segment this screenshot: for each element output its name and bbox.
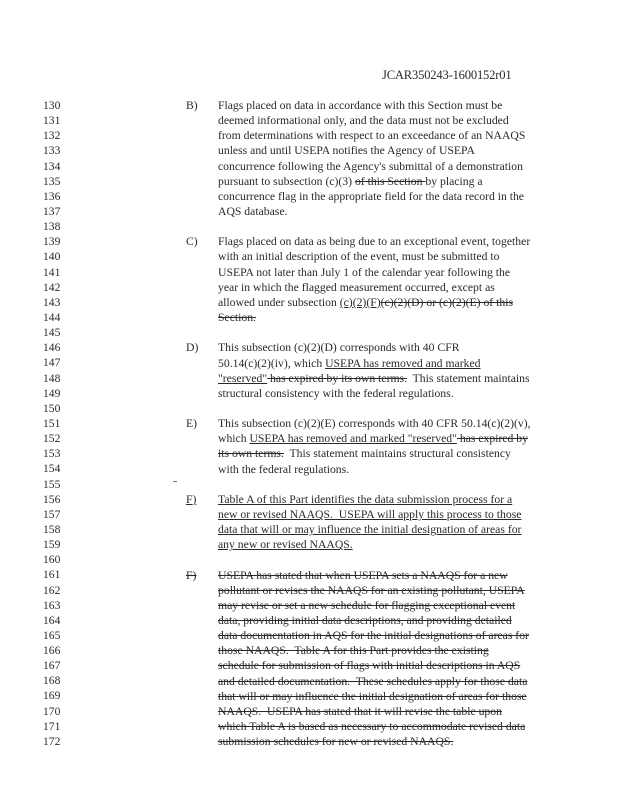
- line-number: 135: [43, 174, 61, 188]
- deleted-text: data documentation in AQS for the initial designations of areas for: [218, 629, 529, 643]
- section-label: B): [186, 99, 198, 112]
- text-run: USEPA not later than July 1 of the calendar year following the: [218, 265, 511, 279]
- text-run: Flags placed on data as being due to an exceptional event, together: [218, 235, 531, 249]
- deleted-text: has expired by its own terms.: [267, 371, 408, 385]
- text-run: unless and until USEPA notifies the Agency of USEPA: [218, 144, 475, 158]
- section-text: [218, 492, 542, 553]
- deleted-text: its own terms.: [218, 447, 284, 461]
- text-line: [218, 628, 542, 643]
- text-line: [218, 310, 542, 325]
- line-number: 162: [43, 583, 61, 597]
- inserted-text: USEPA has removed and marked "reserved": [249, 432, 457, 446]
- text-run: This statement maintains structural consistency: [283, 447, 511, 461]
- text-line: [218, 295, 542, 310]
- line-number: 166: [43, 644, 61, 658]
- text-line: [218, 265, 542, 280]
- section-text: [218, 234, 542, 325]
- text-line: [218, 734, 542, 749]
- deleted-text: which Table A is based as necessary to accommodate revised data: [218, 720, 526, 734]
- inserted-text: "reserved": [218, 371, 268, 385]
- deleted-text: that will or may influence the initial designation of areas for those: [218, 689, 527, 703]
- line-number: 143: [43, 295, 61, 309]
- text-line: [218, 446, 542, 461]
- text-run: year in which the flagged measurement occurred, except as: [218, 280, 495, 294]
- deleted-text: those NAAQS. Table A for this Part provides the existing: [218, 644, 489, 658]
- line-number: 161: [43, 568, 61, 582]
- deleted-text: (c)(2)(D) or (c)(2)(E) of this: [380, 295, 514, 309]
- section-text: [218, 98, 542, 219]
- text-run: deemed informational only, and the data must not be excluded: [218, 114, 509, 128]
- line-number: 142: [43, 280, 61, 294]
- inserted-text: new or revised NAAQS. USEPA will apply this process to those: [218, 508, 522, 522]
- deleted-text: USEPA has stated that when USEPA sets a NAAQS for a new: [218, 568, 508, 582]
- line-number: 149: [43, 386, 61, 400]
- text-line: [218, 643, 542, 658]
- text-line: [218, 583, 542, 598]
- text-line: [218, 189, 542, 204]
- text-line: [218, 386, 542, 401]
- line-number: 164: [43, 613, 61, 627]
- text-line: [218, 719, 542, 734]
- section-label: F): [186, 568, 197, 582]
- section-text: [218, 416, 542, 477]
- text-line: [218, 98, 542, 113]
- line-number: 130: [43, 99, 61, 112]
- line-number: 169: [43, 689, 61, 703]
- text-run: from determinations with respect to an exceedance of an NAAQS: [218, 129, 526, 143]
- section-text: [218, 340, 542, 401]
- line-number: 141: [43, 265, 61, 279]
- text-run: allowed under subsection: [218, 295, 340, 309]
- text-run: which: [218, 432, 250, 446]
- deleted-text: pollutant or revises the NAAQS for an existing pollutant, USEPA: [218, 583, 525, 597]
- deleted-text: schedule for submission of flags with initial descriptions in AQS: [218, 659, 521, 673]
- text-run: pursuant to subsection (c)(3): [218, 174, 355, 188]
- section-label: E): [186, 417, 198, 431]
- text-run: with an initial description of the event, must be submitted to: [218, 250, 500, 264]
- text-line: [218, 704, 542, 719]
- text-line: [218, 143, 542, 158]
- line-number: 167: [43, 659, 61, 673]
- line-number: 144: [43, 310, 61, 324]
- inserted-text: any new or revised NAAQS.: [218, 538, 353, 552]
- line-number: 133: [43, 144, 61, 158]
- text-run: concurrence flag in the appropriate field for the data record in the: [218, 189, 524, 203]
- line-number: 137: [43, 204, 61, 218]
- text-line: [218, 658, 542, 673]
- text-line: [218, 128, 542, 143]
- line-number: 153: [43, 447, 61, 461]
- text-line: [218, 568, 542, 583]
- text-run: structural consistency with the federal regulations.: [218, 386, 454, 400]
- text-line: [218, 204, 542, 219]
- inserted-text: Table A of this Part identifies the data submission process for a: [218, 492, 513, 506]
- deleted-text: of this Section: [354, 174, 426, 188]
- line-number: 170: [43, 704, 61, 718]
- line-number: 165: [43, 628, 61, 642]
- inserted-text: data that will or may influence the initial designation of areas for: [218, 523, 522, 537]
- text-run: This subsection (c)(2)(E) corresponds with 40 CFR 50.14(c)(2)(v),: [218, 417, 531, 431]
- line-number: 152: [43, 432, 61, 446]
- text-line: [218, 280, 542, 295]
- line-number: 134: [43, 159, 61, 173]
- line-number: 132: [43, 129, 61, 143]
- line-number: 131: [43, 114, 61, 128]
- line-number: 139: [43, 235, 61, 249]
- text-line: [218, 234, 542, 249]
- text-line: [218, 674, 542, 689]
- inserted-text: USEPA has removed and marked: [325, 356, 481, 370]
- line-number: 172: [43, 734, 61, 748]
- line-number: 155: [43, 477, 61, 491]
- text-run: 50.14(c)(2)(iv), which: [218, 356, 326, 370]
- text-line: [218, 356, 542, 371]
- section-text: [218, 568, 542, 750]
- line-number: 140: [43, 250, 61, 264]
- text-line: [218, 689, 542, 704]
- text-line: [218, 462, 542, 477]
- section-label: F): [186, 492, 197, 506]
- line-number: 138: [43, 220, 61, 234]
- text-line: [218, 371, 542, 386]
- text-run: This subsection (c)(2)(D) corresponds with 40 CFR: [218, 341, 460, 355]
- text-run: This statement maintains: [407, 371, 530, 385]
- line-number: 147: [43, 356, 61, 370]
- line-number: 159: [43, 538, 61, 552]
- text-run: by placing a: [425, 174, 483, 188]
- margin-tick-mark: [173, 481, 177, 482]
- line-number: 136: [43, 189, 61, 203]
- text-line: [218, 113, 542, 128]
- text-line: [218, 613, 542, 628]
- text-line: [218, 598, 542, 613]
- text-run: with the federal regulations.: [218, 462, 350, 476]
- line-number: 151: [43, 416, 61, 430]
- deleted-text: NAAQS. USEPA has stated that it will revise the table upon: [218, 704, 502, 718]
- text-line: [218, 537, 542, 552]
- section-label: C): [186, 235, 198, 249]
- text-line: [218, 492, 542, 507]
- deleted-text: has expired by: [456, 432, 528, 446]
- line-number: 168: [43, 674, 61, 688]
- text-run: Flags placed on data in accordance with this Section must be: [218, 99, 503, 112]
- line-number: 150: [43, 401, 61, 415]
- text-line: [218, 522, 542, 537]
- deleted-text: submission schedules for new or revised NAAQS.: [218, 735, 454, 749]
- text-line: [218, 174, 542, 189]
- text-line: [218, 249, 542, 264]
- text-line: [218, 416, 542, 431]
- deleted-text: and detailed documentation. These schedules apply for those data: [218, 674, 528, 688]
- line-number: 154: [43, 462, 61, 476]
- line-number: 163: [43, 598, 61, 612]
- text-line: [218, 340, 542, 355]
- deleted-text: Section.: [218, 311, 256, 325]
- inserted-text: (c)(2)(F): [339, 295, 381, 309]
- deleted-text: data, providing initial data descriptions, and providing detailed: [218, 614, 512, 628]
- text-run: concurrence following the Agency's submittal of a demonstration: [218, 159, 523, 173]
- text-line: [218, 431, 542, 446]
- line-number-column: [43, 98, 65, 749]
- document-id: JCAR350243-1600152r01: [382, 68, 512, 82]
- line-number: 146: [43, 341, 61, 355]
- deleted-text: may revise or set a new schedule for flagging exceptional event: [218, 598, 516, 612]
- line-number: 158: [43, 522, 61, 536]
- text-line: [218, 507, 542, 522]
- text-line: [218, 159, 542, 174]
- line-number: 145: [43, 326, 61, 340]
- section-label: D): [186, 341, 199, 355]
- line-number: 156: [43, 492, 61, 506]
- line-number: 160: [43, 553, 61, 567]
- text-run: AQS database.: [218, 204, 288, 218]
- line-number: 157: [43, 507, 61, 521]
- line-number: 148: [43, 371, 61, 385]
- line-number: 171: [43, 719, 61, 733]
